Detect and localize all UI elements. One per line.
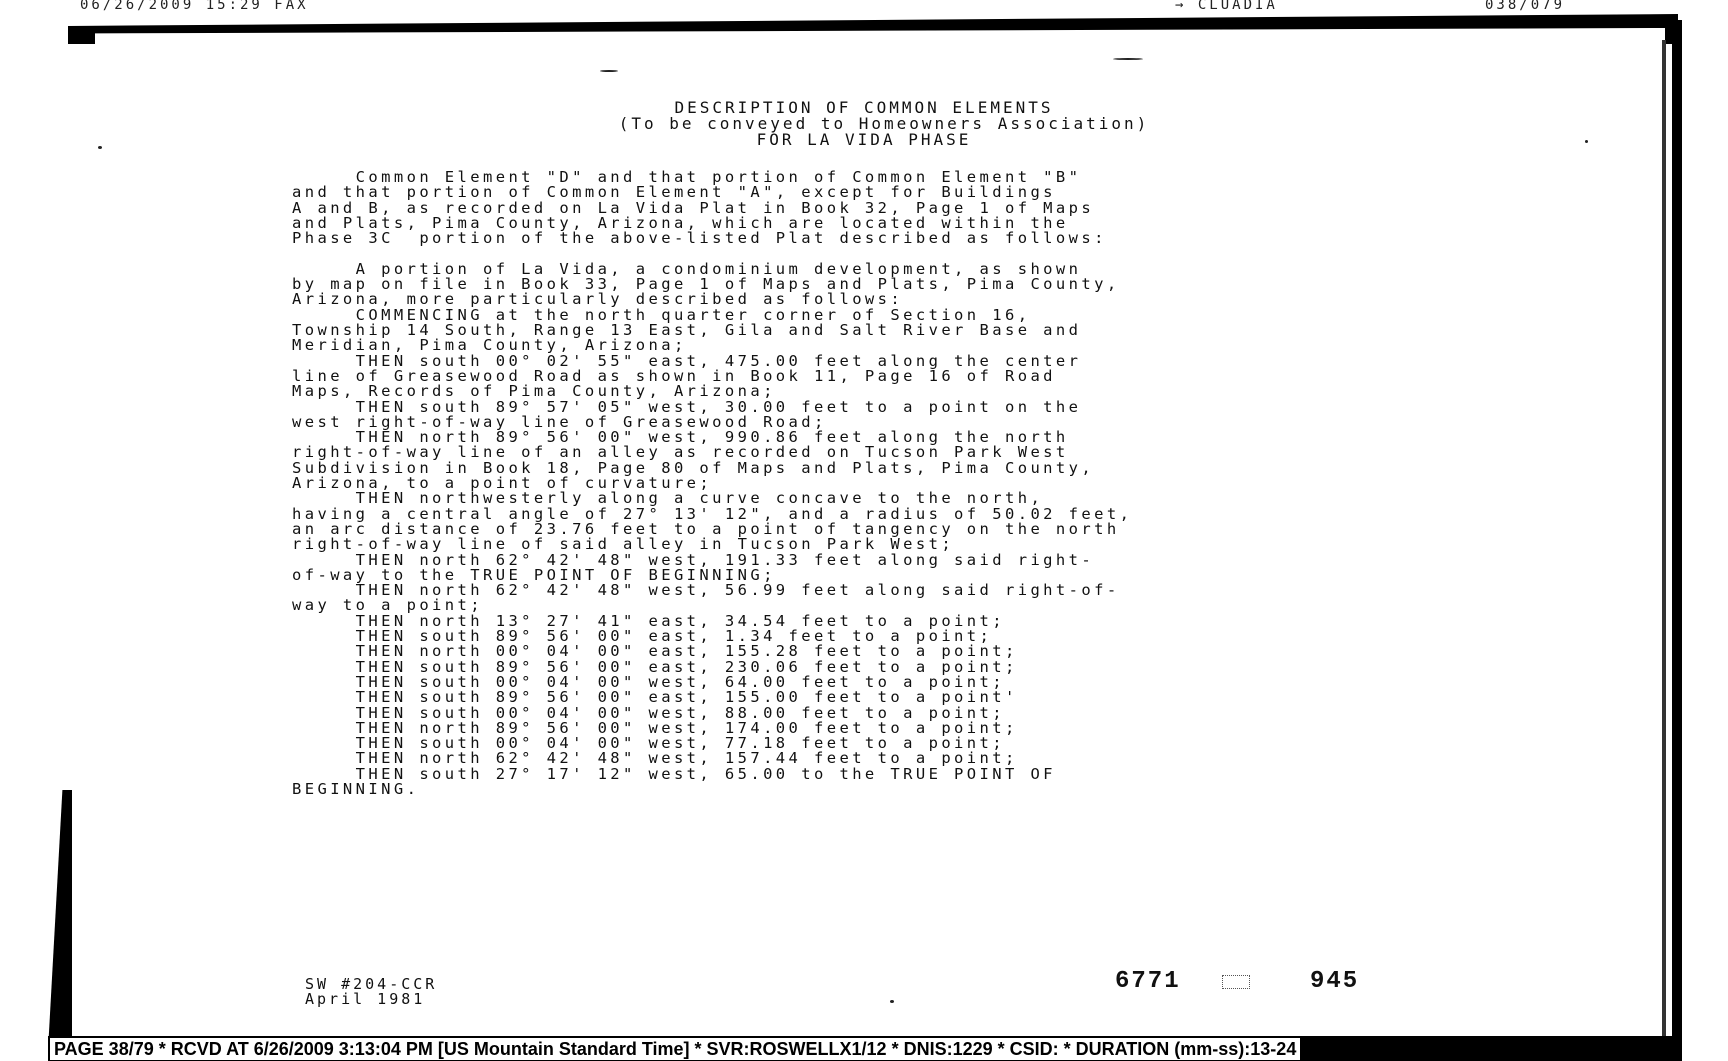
body-line: Phase 3C portion of the above-listed Plat described as follows: [292,229,1107,248]
body-line: line of Greasewood Road as shown in Book 11, Page 16 of Road [292,366,1056,385]
fax-footer: PAGE 38/79 * RCVD AT 6/26/2009 3:13:04 PM [US Mountain Standard Time] * SVR:ROSWELLX1/12 * DNIS:1229 * CSID: * DURATION (mm-ss):13-24 [50,1038,1300,1060]
docket-page: 945 [1310,968,1360,995]
scan-speck [600,70,618,72]
docket-number: 6771 [1115,968,1181,995]
fax-header [0,0,1728,16]
body-line: Meridian, Pima County, Arizona; [292,336,687,355]
body-line: THEN north 62° 42' 48" west, 157.44 feet to a point; [292,749,1018,768]
body-line: THEN south 89° 56' 00" east, 155.00 feet to a point' [292,688,1018,707]
scan-speck [890,1000,894,1003]
body-line: by map on file in Book 33, Page 1 of Maps and Plats, Pima County, [292,275,1120,294]
recorder-stamp [1222,975,1250,989]
body-line: THEN south 00° 04' 00" west, 77.18 feet to a point; [292,734,1005,753]
fax-timestamp: 06/26/2009 15:29 FAX [80,0,309,13]
body-line: right-of-way line of said alley in Tucson Park West; [292,535,955,554]
scan-speck [1113,58,1143,60]
reference-code: SW #204-CCR [305,975,438,993]
body-line: THEN south 89° 57' 05" west, 30.00 feet to a point on the [292,397,1082,416]
body-line: THEN south 00° 04' 00" west, 64.00 feet to a point; [292,672,1005,691]
body-line: an arc distance of 23.76 feet to a point of tangency on the north [292,519,1120,538]
body-line: THEN north 13° 27' 41" east, 34.54 feet to a point; [292,611,1005,630]
body-line: Common Element "D" and that portion of Common Element "B" [292,168,1082,186]
scan-left-border [48,790,72,1050]
body-line: THEN south 89° 56' 00" east, 1.34 feet to a point; [292,627,993,645]
body-line: THEN south 00° 04' 00" west, 88.00 feet to a point; [292,703,1005,722]
body-line: having a central angle of 27° 13' 12", and a radius of 50.02 feet, [292,504,1133,523]
scan-right-border [1672,20,1682,1040]
body-line: way to a point; [292,596,483,615]
body-line: A portion of La Vida, a condominium development, as shown [292,259,1082,278]
document-title: DESCRIPTION OF COMMON ELEMENTS [674,98,1054,117]
reference-date: April 1981 [305,990,426,1008]
body-line: Maps, Records of Pima County, Arizona; [292,382,776,401]
body-line: west right-of-way line of Greasewood Road; [292,412,827,431]
body-line: THEN north 62° 42' 48" west, 56.99 feet along said right-of- [292,581,1120,600]
scan-right-shadow [1662,40,1666,1040]
document-phase: FOR LA VIDA PHASE [756,130,972,149]
body-line: and Plats, Pima County, Arizona, which are located within the [292,213,1069,232]
body-line: COMMENCING at the north quarter corner of Section 16, [292,305,1031,324]
body-line: THEN south 89° 56' 00" east, 230.06 feet to a point; [292,657,1018,676]
body-line: Arizona, more particularly described as follows: [292,290,904,309]
body-line: Subdivision in Book 18, Page 80 of Maps and Plats, Pima County, [292,458,1095,477]
body-line: of-way to the TRUE POINT OF BEGINNING; [292,565,776,584]
body-line: THEN north 62° 42' 48" west, 191.33 feet along said right- [292,550,1095,569]
body-line: A and B, as recorded on La Vida Plat in Book 32, Page 1 of Maps [292,198,1095,217]
body-line: Township 14 South, Range 13 East, Gila and Salt River Base and [292,321,1082,339]
fax-recipient: → CLUADIA [1175,0,1278,13]
body-line: THEN south 27° 17' 12" west, 65.00 to the TRUE POINT OF [292,764,1056,783]
body-line: BEGINNING. [292,780,420,798]
body-line: THEN north 89° 56' 00" west, 174.00 feet to a point; [292,718,1018,737]
body-line: Arizona, to a point of curvature; [292,474,713,492]
body-line: THEN south 00° 02' 55" east, 475.00 feet along the center [292,351,1082,370]
body-line: and that portion of Common Element "A", except for Buildings [292,183,1056,202]
fax-page-count: 038/079 [1485,0,1566,13]
body-line: THEN northwesterly along a curve concave to the north, [292,489,1044,508]
document-subtitle: (To be conveyed to Homeowners Association) [618,114,1150,133]
body-line: THEN north 89° 56' 00" west, 990.86 feet along the north [292,428,1069,447]
body-line: THEN north 00° 04' 00" east, 155.28 feet to a point; [292,642,1018,661]
body-line: right-of-way line of an alley as recorded on Tucson Park West [292,443,1069,462]
